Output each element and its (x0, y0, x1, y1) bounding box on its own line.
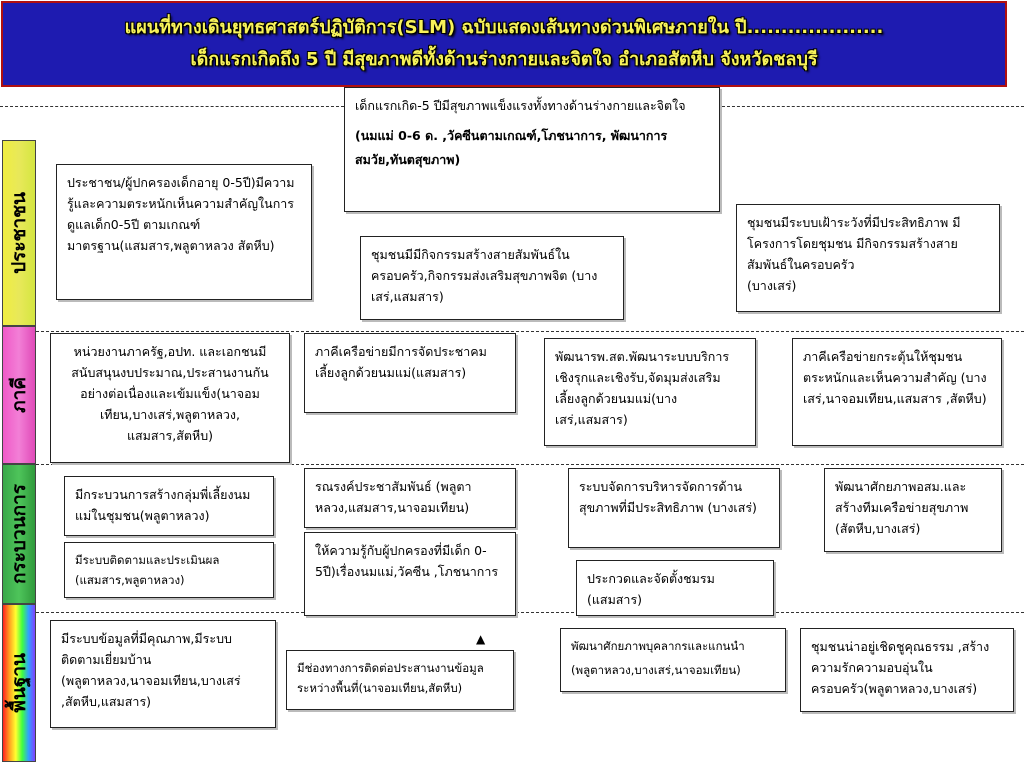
separator-top-right (722, 106, 1024, 107)
stakeholder-network-awareness-box (792, 338, 1002, 446)
page-header (1, 1, 1007, 87)
process-education-box (304, 532, 516, 616)
stakeholder-breastfeeding-network-box (304, 333, 516, 413)
stakeholder-agencies-box (50, 333, 290, 463)
header-title-line1: แผนที่ทางเดินยุทธศาสตร์ปฏิบัติการ(SLM) ฉบับแสดงเส้นทางด่วนพิเศษภายใน ปี.................... (124, 17, 884, 38)
separator-top (0, 106, 344, 107)
stakeholder-breastfeeding-network-text: ภาคีเครือข่ายมีการจัดประชาคมเลี้ยงลูกด้วยนมแม่(แสมสาร) (315, 344, 487, 380)
process-groups-text: มีกระบวนการสร้างกลุ่มพี่เลี้ยงนมแม่ในชุมชน(พลูตาหลวง) (75, 487, 251, 523)
process-management-box (568, 468, 780, 548)
foundation-coordination-text: มีช่องทางการติดต่อประสานงานข้อมูลระหว่างพื้นที่(นาจอมเทียน,สัตหีบ) (297, 661, 484, 695)
perspective-foundation (2, 604, 36, 762)
perspective-stakeholders (2, 326, 36, 464)
process-groups-box (64, 476, 274, 536)
goal-line1: เด็กแรกเกิด-5 ปีมีสุขภาพแข็งแรงทั้งทางด้านร่างกายและจิตใจ (355, 98, 686, 113)
process-management-text: ระบบจัดการบริหารจัดการด้านสุขภาพที่มีประสิทธิภาพ (บางเสร่) (579, 479, 757, 515)
process-contest-box (576, 560, 774, 616)
foundation-data-system-box (50, 620, 276, 728)
foundation-morality-text: ชุมชนน่าอยู่เชิดชูคุณธรรม ,สร้างความรักความอบอุ่นในครอบครัว(พลูตาหลวง,บางเสร่) (811, 639, 990, 696)
foundation-data-system-area: (พลูตาหลวง,นาจอมเทียน,บางเสร่ ,สัตหีบ,แสมสาร) (61, 673, 241, 709)
separator-process-foundation (36, 612, 1024, 613)
goal-line2: (นมแม่ 0-6 ด. ,วัคซีนตามเกณฑ์,โภชนาการ, พัฒนาการสมวัย,ทันตสุขภาพ) (355, 128, 668, 167)
perspective-foundation-label: พื้นฐาน (8, 653, 30, 713)
process-monitoring-text: มีระบบติดตามและประเมินผล (แสมสาร,พลูตาหลวง) (75, 553, 220, 587)
perspective-people (2, 140, 36, 326)
separator-people-stakeholders (36, 331, 1024, 332)
process-monitoring-box (64, 542, 274, 598)
perspective-process-label: กระบวนการ (8, 483, 30, 584)
foundation-data-system-text: มีระบบข้อมูลที่มีคุณภาพ,มีระบบติดตามเยี่ยมบ้าน (61, 631, 232, 667)
stakeholder-network-awareness-text: ภาคีเครือข่ายกระตุ้นให้ชุมชนตระหนักและเห็นความสำคัญ (บางเสร่,นาจอมเทียน,แสมสาร ,สัตหีบ) (803, 349, 987, 406)
process-education-text: ให้ความรู้กับผู้ปกครองที่มีเด็ก 0-5ปี)เรื่องนมแม่,วัคซีน ,โภชนาการ (315, 543, 499, 579)
perspective-people-label: ประชาชน (8, 192, 30, 274)
separator-stakeholders-process (36, 464, 1024, 465)
header-title-line2: เด็กแรกเกิดถึง 5 ปี มีสุขภาพดีทั้งด้านร่างกายและจิตใจ อำเภอสัตหีบ จังหวัดชลบุรี (190, 49, 818, 70)
process-contest-text: ประกวดและจัดตั้งชมรม (แสมสาร) (587, 571, 715, 607)
foundation-personnel-text: พัฒนาศักยภาพบุคลากรและแกนนำ (571, 639, 745, 653)
up-arrow-icon: ▲ (476, 632, 486, 646)
process-campaign-text: รณรงค์ประชาสัมพันธ์ (พลูตาหลวง,แสมสาร,นาจอมเทียน) (315, 479, 472, 515)
people-community-bonding-text: ชุมชนมีมีกิจกรรมสร้างสายสัมพันธ์ในครอบครัว,กิจกรรมส่งเสริมสุขภาพจิต (บางเสร่,แสมสาร) (371, 247, 598, 304)
people-community-bonding-box (360, 236, 624, 320)
people-surveillance-box (736, 204, 1000, 312)
people-surveillance-area: (บางเสร่) (747, 278, 797, 293)
process-capacity-box (824, 468, 1002, 552)
stakeholder-hospital-dev-box (544, 338, 756, 446)
foundation-personnel-area: (พลูตาหลวง,บางเสร่,นาจอมเทียน) (571, 663, 741, 677)
stakeholder-agencies-text: หน่วยงานภาครัฐ,อปท. และเอกชนมีสนับสนุนงบประมาณ,ประสานงานกัน อย่างต่อเนื่องและเข้มแข็ง(นาจอมเทียน,บางเสร่,พลูตาหลวง, แสมสาร,สัตหีบ) (71, 344, 269, 443)
people-parents-text: ประชาชน/ผู้ปกครองเด็กอายุ 0-5ปี)มีความรู้และความตระหนักเห็นความสำคัญในการดูแลเด็ก0-5ปี ตามเกณฑ์มาตรฐาน(แสมสาร,พลูตาหลวง สัตหีบ) (67, 175, 295, 253)
perspective-process (2, 464, 36, 604)
people-parents-box (56, 164, 312, 300)
process-campaign-box (304, 468, 516, 528)
process-capacity-text: พัฒนาศักยภาพอสม.และสร้างทีมเครือข่ายสุขภาพ (สัตหีบ,บางเสร่) (835, 479, 969, 536)
goal-box (344, 87, 720, 212)
people-surveillance-text: ชุมชนมีระบบเฝ้าระวังที่มีประสิทธิภาพ มีโครงการโดยชุมชน มีกิจกรรมสร้างสายสัมพันธ์ในครอบครัว (747, 215, 961, 272)
foundation-personnel-box (560, 628, 786, 692)
foundation-morality-box (800, 628, 1014, 712)
stakeholder-hospital-dev-text: พัฒนารพ.สต.พัฒนาระบบบริการเชิงรุกและเชิงรับ,จัดมุมส่งเสริมเลี้ยงลูกด้วยนมแม่(บางเสร่,แสมสาร) (555, 349, 730, 427)
perspective-stakeholders-label: ภาคี (8, 377, 30, 413)
foundation-coordination-box (286, 650, 514, 710)
